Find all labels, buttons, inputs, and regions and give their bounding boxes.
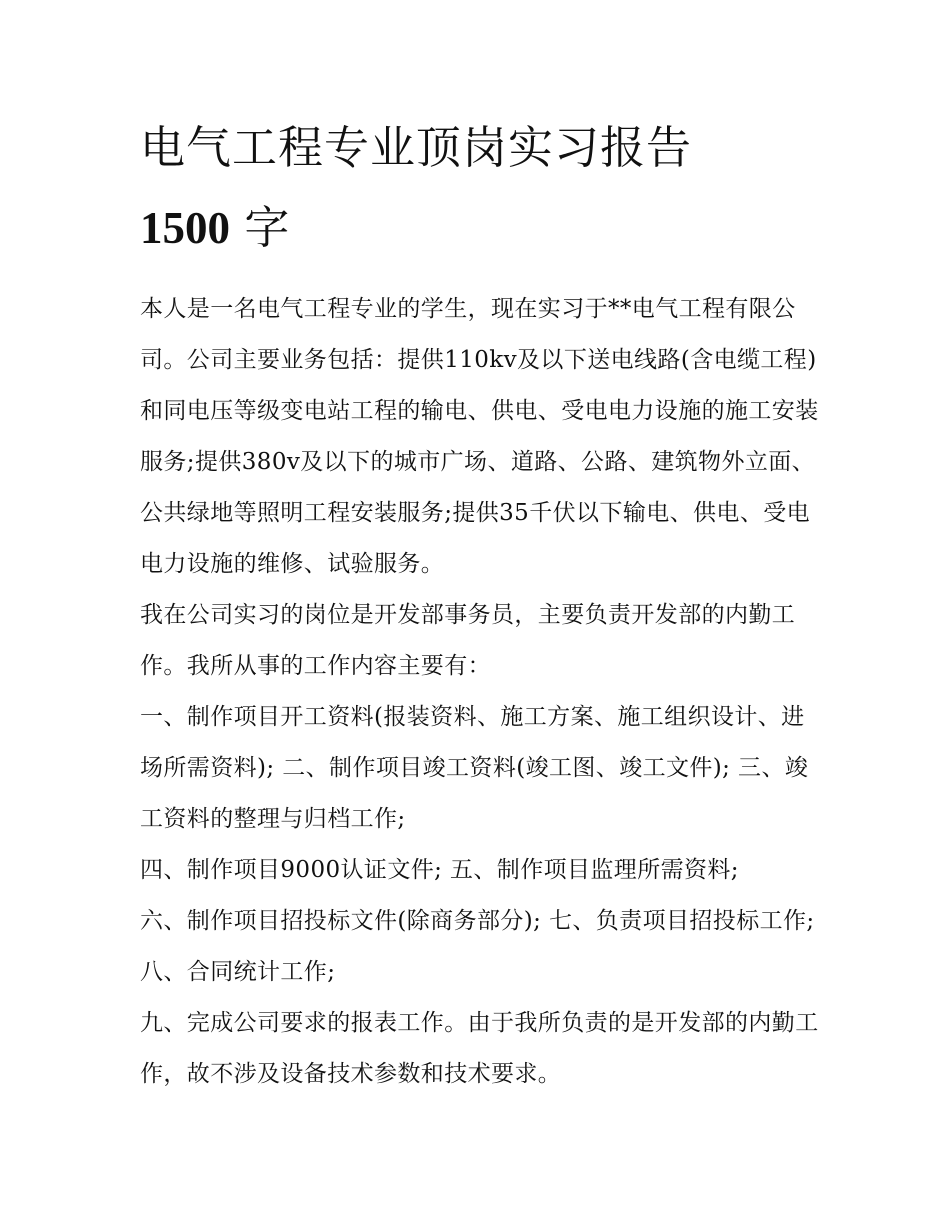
paragraph-tasks-6-8: 六、制作项目招投标文件(除商务部分); 七、负责项目招投标工作; 八、合同统计工作; xyxy=(140,908,815,985)
paragraph-company-intro: 本人是一名电气工程专业的学生，现在实习于**电气工程有限公司。公司主要业务包括：提供110kv及以下送电线路(含电缆工程)和同电压等级变电站工程的输电、供电、受电电力设施的施工安装服务;提供380v及以下的城市广场、道路、公路、建筑物外立面、公共绿地等照明工程安装服务;提供35千伏以下输电、供电、受电电力设施的维修、试验服务。 xyxy=(140,296,819,577)
paragraph-task-9: 九、完成公司要求的报表工作。由于我所负责的是开发部的内勤工作，故不涉及设备技术参数和技术要求。 xyxy=(140,1010,819,1087)
title-number: 1500 xyxy=(140,203,230,253)
title-line-1: 电气工程专业顶岗实习报告 xyxy=(140,121,693,174)
title-line-2 xyxy=(140,198,820,258)
title-word-count-char: 字 xyxy=(244,201,290,254)
document-body xyxy=(140,284,820,1100)
paragraph-tasks-1-3: 一、制作项目开工资料(报装资料、施工方案、施工组织设计、进场所需资料); 二、制作项目竣工资料(竣工图、竣工文件); 三、竣工资料的整理与归档工作; xyxy=(140,704,809,832)
document-title xyxy=(140,118,820,258)
paragraph-tasks-4-5: 四、制作项目9000认证文件; 五、制作项目监理所需资料; xyxy=(140,857,739,883)
document-content xyxy=(140,118,820,1100)
paragraph-position: 我在公司实习的岗位是开发部事务员，主要负责开发部的内勤工作。我所从事的工作内容主要有： xyxy=(140,602,796,679)
